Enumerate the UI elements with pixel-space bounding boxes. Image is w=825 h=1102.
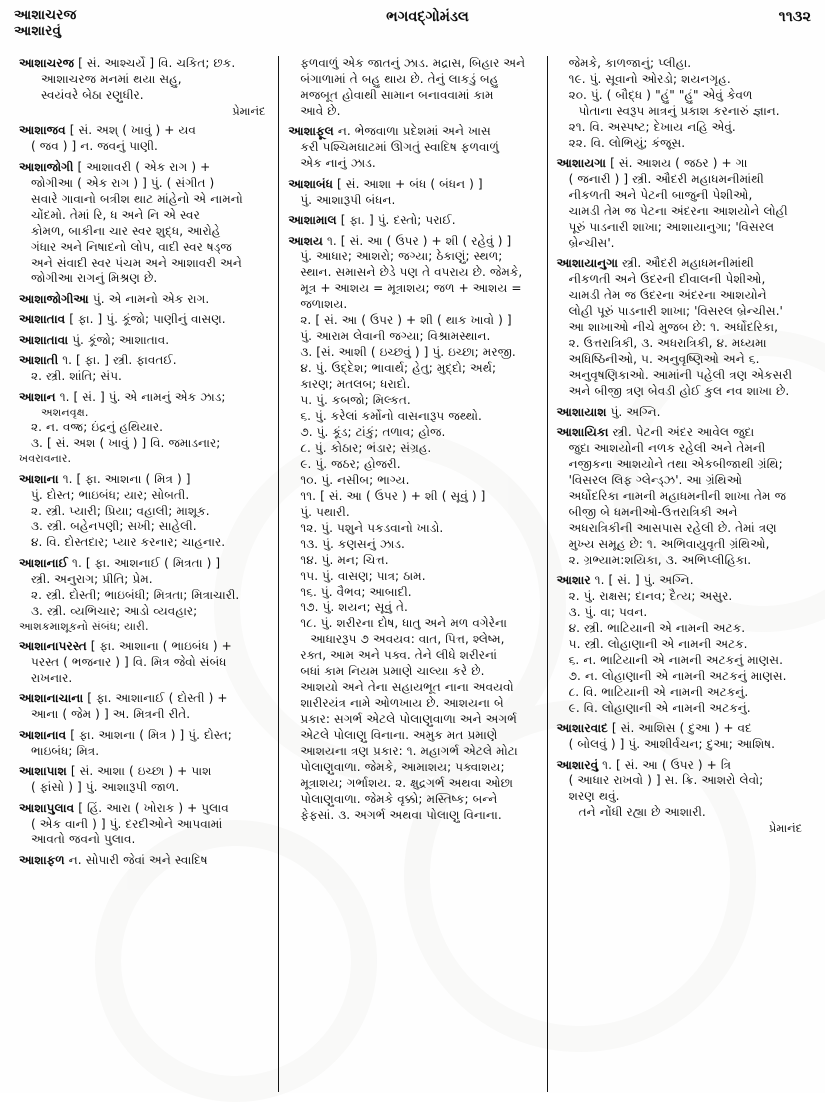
running-head-last-word: આશારવું — [14, 22, 62, 39]
entry-text-line: ( જનારી ) ] સ્ત્રી. ઔદરી મહાધમનીમાંથી — [568, 172, 764, 187]
entry-text-line: લોહી પૂરું પાડનારી શાખા; 'વિસરલ બ્રેન્ચીસ.' — [568, 304, 783, 319]
entry-text-line: ૨. ગ્રભ્યામ:શયિકા, ૩. અભિપ્લીહિકા. — [568, 552, 752, 567]
entry-text-line: ૨. સ્ત્રી. શાંતિ; સંપ. — [31, 369, 122, 384]
entry-headword: આશાપુલાવ — [19, 800, 75, 815]
entry-headword: આશારવું — [556, 757, 599, 772]
entry-headword: આશાજોગીઆ — [19, 291, 89, 306]
entry-text-line: જુદા આશયોની નળક રહેલી અને તેમની — [568, 440, 766, 455]
entry-text-line: પ્રકાર: સગર્ભ એટલે પોલાણુવાળા અને અગર્ભ — [300, 712, 517, 727]
entry-text-line: ૪. પું. ઉદ્દેશ; ભાવાર્થ; હેતુ; મુદ્દો; અર્થ; — [300, 361, 497, 376]
entry-headword: આશાચરજ — [19, 56, 75, 70]
entry-headword-line: આશય ૧. [ સં. આ ( ઉપર ) + શી ( રહેવું ) ] — [288, 233, 512, 248]
entry-text-line: સ્થાન. સમાસને છેડે પણ તે વપરાય છે. જેમકે, — [300, 265, 523, 280]
entry-continuation — [557, 56, 806, 152]
entry-text-line: આધારરૂપ ૭ અવયવ: વાત, પિત્ત, શ્લેષ્મ, — [310, 632, 505, 647]
dictionary-entry — [557, 405, 806, 421]
entry-headword-line: આશાના ૧. [ ફા. આશના ( મિત્ર ) ] — [19, 471, 191, 486]
entry-text-line: ૩. સ્ત્રી. વ્યભિચાર; આડો વ્યવહાર; — [31, 603, 198, 618]
dictionary-entry — [19, 472, 269, 552]
entry-text-line: જોગીઆ ( એક રાગ ) ] પું. ( સંગીત ) — [31, 175, 215, 190]
page-number: ૧૧૩૨ — [778, 9, 811, 25]
entry-text-line: ૨૨. વિ. લોભિયું; કંજૂસ. — [568, 135, 686, 150]
entry-text-line: મુખ્ય સમૂહ છે: ૧. અભિવાયુવૃતી ગ્રંથિઓ, — [568, 536, 770, 551]
entry-headword-line: આશાફૂલ ન. ભેજવાળા પ્રદેશમાં અને ખાસ — [288, 124, 491, 139]
dictionary-entry — [19, 764, 269, 796]
entry-text-line: પૂરું પાડનારી શાખા; આશાયાનુગા; 'વિસરલ — [568, 220, 775, 235]
entry-text-line: અનુવૃષણિકાઓ. આમાંની પહેલી ત્રણ એકસરી — [568, 368, 793, 383]
entry-headword: આશારવાદ — [556, 721, 608, 736]
entry-headword-line: આશાજોગી [ આશાવરી ( એક રાગ ) + — [19, 159, 211, 174]
entry-text-line: કરી પશ્ચિમઘાટમાં ઊગતું સ્વાદિષ ફળવાળું — [300, 140, 499, 155]
entry-text-line: આના ( જેમ ) ] અ. મિત્રની રીતે. — [31, 707, 191, 722]
entry-text-line: પોલાણુવાળા. જેમકે, આમાશય; પક્વાશય; — [300, 759, 505, 774]
entry-text-line: ( બોલવું ) ] પું. આશીર્વચન; દુઆ; આશિષ. — [568, 737, 775, 752]
entry-text-line: ( આધાર રાખવો ) ] સ. ક્રિ. આશરો લેવો; — [568, 773, 764, 788]
entry-headword: આશાતાવ — [19, 312, 66, 327]
entry-headword-line: આશાનાપરસ્ત [ ફા. આશાના ( ભાઇબંધ ) + — [19, 638, 232, 653]
dictionary-entry — [557, 256, 806, 400]
entry-text-line: ૨૦. પું. ( બૌદ્ધ ) "હું" "હું" એવું કેવળ — [568, 87, 753, 102]
entry-text-line: પોતાના સ્વરૂપ માત્રનું પ્રકાશ કરનારું જ્ઞાન. — [578, 103, 780, 118]
entry-text-line: ૩. [સં. આશી ( ઇચ્છવું ) ] પું. ઇચ્છા; મરજી. — [300, 345, 516, 360]
entry-text-line: ૨૧. વિ. અસ્પષ્ટ; દેખાય નહિ એવું. — [568, 119, 736, 134]
entry-headword-line: આશાબંધ [ સં. આશા + બંધ ( બંધન ) ] — [288, 176, 483, 191]
dictionary-entry — [557, 156, 806, 252]
entry-text-line: ૧૬. પું. વૈભવ; આબાદી. — [300, 584, 412, 599]
entry-headword: આશય — [288, 233, 323, 248]
entry-text-line: અશનવૃક્ષ. — [41, 405, 89, 419]
entry-text-line: આશાચરજ મનમાં થયા સહુ, — [41, 71, 182, 86]
entry-text-line: કારણ; મતલબ; ધરાદો. — [300, 377, 411, 392]
entry-text-line: આશયના ત્રણ પ્રકાર: ૧. મહાગર્ભ એટલે મોટા — [300, 744, 518, 759]
entry-text-line: ૧૦. પું. નસીબ; ભાગ્ય. — [300, 472, 410, 487]
entry-text-line: નજીકના આશયોને તથા એકબીજાથી ગ્રંથિ; — [568, 456, 783, 471]
entry-text-line: ચામડી તેમ જ ઉદરના અંદરના આશયોને — [568, 288, 767, 303]
dictionary-entry — [557, 721, 806, 753]
entry-text-line: 'વિસરલ લિફ ગ્લેન્ડ્ઝ'. આ ગ્રંથિઓ — [568, 472, 743, 487]
entry-headword: આશાતાવા — [19, 332, 69, 347]
dictionary-entry — [19, 292, 269, 308]
entry-text-line: પું. પથારી. — [300, 504, 350, 519]
dictionary-entry — [19, 556, 269, 635]
entry-text-line: ૨. સ્ત્રી. પ્યારી; પ્રિયા; વહાલી; માશૂક. — [31, 503, 210, 518]
entry-text-line: ૯. પું. જઠર; હોજરી. — [300, 456, 401, 471]
entry-headword-line: આશાન ૧. [ સં. ] પું. એ નામનું એક ઝાડ; — [19, 389, 226, 404]
entry-text-line: સ્વયંવરે બેઠા રણુધીર. — [41, 87, 144, 102]
entry-text-line: ૧૧. [ સં. આ ( ઉપર ) + શી ( સૂવું ) ] — [300, 488, 486, 503]
entry-text-line: આશયો અને તેના સહાયભૂત નાના અવયવો — [300, 680, 514, 695]
dictionary-entry — [19, 728, 269, 760]
book-title: ભગવદ્ગોમંડલ — [386, 9, 469, 25]
entry-text-line: આ શાખાઓ નીચે મુજબ છે: ૧. અર્ધોદરિકા, — [568, 320, 778, 335]
dictionary-entry — [557, 425, 806, 569]
entry-text-line: ૨. પું. રાક્ષસ; દાનવ; દૈત્ય; અસુર. — [568, 589, 733, 603]
entry-text-line: એક નાનું ઝાડ. — [300, 156, 376, 171]
entry-text-line: ૧૩. પું. કણસનું ઝાડ. — [300, 536, 405, 551]
entry-text-line: ૩. સ્ત્રી. બહેનપણી; સખી; સાહેલી. — [31, 519, 197, 534]
entry-headword-line: આશાપુલાવ [ હિં. આરા ( ખોરાક ) + પુલાવ — [19, 800, 229, 815]
entry-text-line: નીકળતી અને પેટની બાજુની પેશીઓ, — [568, 188, 753, 203]
entry-text-line: ૧૨. પું. પશુને પકડવાનો ખાડો. — [300, 520, 444, 535]
entry-text-line: ૨. ન. વજ્ર; ઇંદ્રનું હથિયાર. — [31, 420, 163, 435]
entry-headword: આશાજવ — [19, 123, 66, 138]
entry-text-line: જોગીઆ રાગનું મિશ્રણ છે. — [31, 271, 158, 286]
entry-headword: આશાબંધ — [288, 176, 333, 191]
entry-text-line: ૧૪. પું. મન; ચિત્ત. — [300, 552, 389, 567]
entry-text-line: પું. આરામ લેવાની જગ્યા; વિશ્રામસ્થાન. — [300, 329, 491, 344]
entry-text-line: શરણ થવું. — [568, 789, 620, 804]
running-head-first-word: આશાચરજ — [14, 7, 77, 23]
entry-text-line: બ્રેન્ચીસ'. — [568, 235, 615, 250]
running-head-left — [14, 8, 76, 40]
entry-text-line: ૧૯. પું. સૂવાનો ઓરડો; શયનગૃહ. — [568, 71, 731, 86]
entry-headword: આશાજોગી — [19, 159, 74, 174]
dictionary-entry — [19, 312, 269, 328]
entry-text-line: ૧૫. પું. વાસણ; પાત્ર; ઠામ. — [300, 568, 426, 583]
column-2 — [278, 56, 546, 1092]
entry-text-line: ૫. પું. કબજો; મિલ્કત. — [300, 393, 411, 408]
entry-text-line: અધરાત્રિકીની આસપાસ રહેલી છે. તેમાં ત્રણ — [568, 520, 777, 535]
entry-text-line: પરસ્ત ( ભજનાર ) ] વિ. મિત્ર જેવો સંબંધ — [31, 654, 227, 669]
entry-text-line: બંગાળામાં તે બહુ થાય છે. તેનું લાકડું બહુ — [300, 71, 499, 86]
entry-text-line: ચોંદમો. તેમાં રિ, ધ અને નિ એ સ્વર — [31, 207, 200, 222]
entry-headword: આશાતી — [19, 353, 59, 368]
entry-headword: આશાયગા — [556, 156, 607, 171]
entry-text-line: પું. આશારૂપી બંધન. — [300, 192, 396, 207]
entry-text-line: ૬. પું. કરેલાં કર્મોનો વાસનારૂપ જથ્થો. — [300, 409, 482, 424]
entry-text-line: ગંધાર અને નિષાદનો લોપ, વાદી સ્વર ષડ્જ — [31, 239, 232, 254]
entry-headword-line: આશાપાશ [ સં. આશા ( ઇચ્છા ) + પાશ — [19, 764, 212, 779]
dictionary-entry — [288, 124, 537, 172]
entry-text-line: ફેફસાં. ૩. અગર્ભ અથવા પોલાણુ વિનાના. — [300, 807, 502, 822]
entry-headword-line: આશાજોગીઆ પું. એ નામનો એક રાગ. — [19, 291, 210, 306]
entry-continuation — [288, 56, 537, 120]
entry-text-line: ફળવાળું એક જાતનું ઝાડ. મદ્રાસ, બિહાર અને — [300, 56, 526, 70]
entry-text-line: બધાં કામ નિયમ પ્રમાણે ચાલ્યા કરે છે. — [300, 664, 485, 679]
entry-text-line: રાખનાર. — [31, 670, 73, 685]
entry-text-line: અને સંવાદી સ્વર પંચમ અને આશાવરી અને — [31, 255, 242, 270]
entry-text-line: જેમકે, કાળજાનું; પ્લીહા. — [568, 56, 692, 70]
entry-headword: આશાનાપરસ્ત — [19, 638, 87, 653]
entry-text-line: જળાશય. — [300, 297, 348, 312]
entry-text-line: ૨. ઉત્તરાત્રિકી, ૩. અધરાત્રિકી, ૪. મધ્યમા — [568, 336, 767, 351]
column-3 — [547, 56, 815, 1092]
dictionary-entry — [288, 234, 537, 824]
entry-text-line: ૫. સ્ત્રી. લોહાણાની એ નામની અટક. — [568, 636, 748, 651]
entry-text-line: ૪. વિ. દોસ્તદાર; પ્યાર કરનાર; ચાહનાર. — [31, 535, 226, 550]
entry-headword: આશાયાનુગા — [556, 256, 618, 271]
entry-text-line: પું. દોસ્ત; ભાઇબંધ; યાર; સોબતી. — [31, 487, 190, 502]
entry-headword-line: આશાજવ [ સં. અશ્ ( ખાવું ) + યવ — [19, 123, 196, 138]
entry-headword-line: આશાફળ ન. સોપારી જેવાં અને સ્વાદિષ — [19, 852, 208, 867]
entry-text-line: એટલે પોલાણુ વિનાના. અમુક મત પ્રમાણે — [300, 728, 498, 743]
entry-text-line: ૧૮. પું. શરીરના દોષ, ધાતુ અને મળ વગેરેના — [300, 616, 507, 631]
citation-attribution: પ્રેમાનંદ — [232, 103, 266, 118]
entry-text-line: ૨. [ સં. આ ( ઉપર ) + શી ( થાક ખાવો ) ] — [300, 313, 512, 328]
entry-text-line: ચામડી તેમ જ પેટના અંદરના આશયોને લોહી — [568, 204, 788, 219]
column-1 — [10, 56, 278, 1092]
entry-text-line: ૧૭. પું. શયન; સૂવું તે. — [300, 600, 408, 615]
entry-headword-line: આશાતાવા પું. કૂંજો; આશાતાવ. — [19, 332, 170, 347]
entry-headword: આશામાલ — [288, 213, 337, 228]
entry-headword: આશાયિકા — [556, 424, 609, 439]
entry-text-line: ૩. પું. વા; પવન. — [568, 604, 648, 619]
entry-text-line: ૩. [ સં. અશ ( ખાવું ) ] વિ. જમાડનાર; — [31, 436, 221, 451]
dictionary-entry — [19, 390, 269, 467]
page-header — [10, 8, 815, 54]
dictionary-entry — [288, 213, 537, 229]
entry-headword: આશાન — [19, 389, 56, 404]
entry-headword-line: આશારવાદ [ સં. આશિસ ( દુઆ ) + વદ — [556, 721, 752, 736]
entry-headword-line: આશાનાવ [ ફા. આશના ( મિત્ર ) ] પું. દોસ્ત; — [19, 727, 232, 742]
entry-headword-line: આશાતાવ [ ફા. ] પું. કૂંજો; પાણીનું વાસણ. — [19, 312, 226, 327]
entry-headword-line: આશાયગા [ સં. આશય ( જઠર ) + ગા — [556, 156, 748, 171]
entry-text-line: મૂત્ર + આશય = મૂત્રાશય; જળ + આશય = — [300, 281, 522, 296]
dictionary-entry — [557, 573, 806, 717]
entry-headword: આશાર — [556, 573, 591, 588]
dictionary-entry — [19, 333, 269, 349]
dictionary-entry — [557, 758, 806, 837]
entry-text-line: સ્ત્રી. અનુરાગ; પ્રીતિ; પ્રેમ. — [31, 571, 153, 586]
entry-headword: આશાફૂલ — [288, 124, 334, 139]
entry-text-line: બીજી બે ધમનીઓ-ઉત્તરાત્રિકી અને — [568, 504, 738, 519]
entry-text-line: ભાઇબંધ; મિત્ર. — [31, 743, 100, 758]
entry-text-line: ૪. સ્ત્રી. ભાટિયાની એ નામની અટક. — [568, 620, 746, 635]
entry-headword-line: આશાર ૧. [ સં. ] પું. અગ્નિ. — [556, 573, 694, 588]
entry-text-line: ૮. વિ. ભાટિયાની એ નામની અટકનું. — [568, 684, 749, 699]
entry-headword-line: આશાચરજ [ સં. આશ્ચર્યે ] વિ. ચકિત; છક. — [19, 56, 236, 70]
entry-text-line: અર્ધોદરિકા નામની મહાધમનીની શાખા તેમ જ — [568, 488, 787, 503]
entry-headword: આશાનાઈ — [19, 555, 68, 570]
entry-text-line: તને નોંધી રહ્યા છે આશારી. — [578, 805, 706, 820]
entry-text-line: ( એક વાની ) ] પું. દરદીઓને આપવામાં — [31, 816, 223, 831]
entry-text-line: ખવરાવનાર. — [19, 452, 72, 466]
entry-text-line: અધિષ્ઠિનીઓ, ૫. અનુવૃષ્ણિઓ અને ૬. — [568, 352, 760, 367]
entry-headword: આશાયાશ — [556, 404, 607, 419]
dictionary-entry — [19, 639, 269, 687]
citation-attribution: પ્રેમાનંદ — [768, 821, 802, 836]
entry-text-line: રક્ત, આમ અને પક્વ. તેને લીધે શરીરનાં — [300, 648, 498, 663]
entry-text-line: કોમળ, બાકીના ચાર સ્વર શુદ્ધ, આરોહે — [31, 223, 221, 238]
entry-headword-line: આશાનાઈ ૧. [ ફા. આશનાઈ ( મિત્રતા ) ] — [19, 555, 221, 570]
entry-headword: આશાપાશ — [19, 764, 67, 779]
entry-text-line: મૂત્રાશય; ગર્ભાશય. ૨. ક્ષુદ્રગર્ભ અથવા ઓછા — [300, 775, 513, 790]
entry-headword-line: આશામાલ [ ફા. ] પું. દસ્તો; પરાઈ. — [288, 213, 456, 228]
entry-text-line: ( ફાંસો ) ] પું. આશારૂપી જાળ. — [31, 780, 180, 795]
entry-text-line: સવારે ગાવાનો બત્રીશ થાટ માંહેનો એ નામનો — [31, 191, 243, 206]
entry-text-line: પોલાણુવાળા. જેમકે વૃક્કો; મસ્તિષ્ક; બન્ને — [300, 791, 498, 806]
entry-headword: આશાનાચાના — [19, 691, 84, 706]
entry-headword-line: આશાનાચાના [ ફા. આશાનાઈ ( દોસ્તી ) + — [19, 691, 228, 706]
dictionary-entry — [288, 177, 537, 209]
entry-text-line: ૯. વિ. લોહાણાની એ નામની અટકનું. — [568, 700, 751, 715]
dictionary-entry — [19, 853, 269, 869]
column-container — [10, 56, 815, 1092]
entry-text-line: ૬. ન. ભાટિયાની એ નામની અટકનું માણસ. — [568, 652, 783, 667]
entry-text-line: ૭. પું. કૂંડ; ટાંકું; તળાવ; હોજ. — [300, 424, 446, 439]
entry-text-line: શારીરયંત્ર નામે ઓળખાય છે. આશયના બે — [300, 696, 504, 711]
entry-headword-line: આશારવું ૧. [ સં. આ ( ઉપર ) + ત્રિ — [556, 757, 732, 772]
entry-text-line: અને બીજી ત્રણ બેવડી હોઈ કુલ નવ શાખા છે. — [568, 384, 790, 399]
entry-text-line: આશકમાશૂકનો સંબંધ; યારી. — [19, 619, 149, 633]
entry-text-line: ( જવ ) ] ન. જવનું પાણી. — [31, 139, 158, 154]
dictionary-entry — [19, 353, 269, 385]
entry-headword: આશાનાવ — [19, 727, 67, 742]
entry-text-line: મજબૂત હોવાથી સામાન બનાવવામાં કામ — [300, 87, 494, 102]
entry-text-line: ૨. સ્ત્રી. દોસ્તી; ભાઇબંધી; મિત્રતા; મિત્રાચારી. — [31, 587, 240, 602]
dictionary-entry — [19, 160, 269, 288]
entry-headword: આશાફળ — [19, 852, 65, 867]
entry-headword: આશાના — [19, 471, 59, 486]
dictionary-entry — [19, 123, 269, 155]
entry-text-line: ૭. ન. લોહાણાની એ નામની અટકનું માણસ. — [568, 668, 787, 683]
entry-headword-line: આશાયાશ પું. અગ્નિ. — [556, 404, 661, 419]
entry-headword-line: આશાયાનુગા સ્ત્રી. ઔદરી મહાધમનીમાંથી — [556, 256, 754, 271]
entry-text-line: આવતો જવનો પુલાવ. — [31, 832, 136, 847]
dictionary-entry — [19, 691, 269, 723]
entry-text-line: આવે છે. — [300, 103, 341, 118]
entry-headword-line: આશાયિકા સ્ત્રી. પેટની અંદર આવેલ જુદા — [556, 424, 755, 439]
entry-text-line: નીકળતી અને ઉદરની દીવાલની પેશીઓ, — [568, 272, 766, 287]
dictionary-entry — [19, 56, 269, 119]
entry-headword-line: આશાતી ૧. [ ફા. ] સ્ત્રી. ફાવતઈ. — [19, 353, 177, 368]
entry-text-line: ૮. પું. કોઠાર; ભંડાર; સંગ્રહ. — [300, 440, 432, 455]
dictionary-entry — [19, 801, 269, 849]
entry-text-line: પું. આધાર; આશરો; જગ્યા; ઠેકાણું; સ્થળ; — [300, 249, 503, 264]
